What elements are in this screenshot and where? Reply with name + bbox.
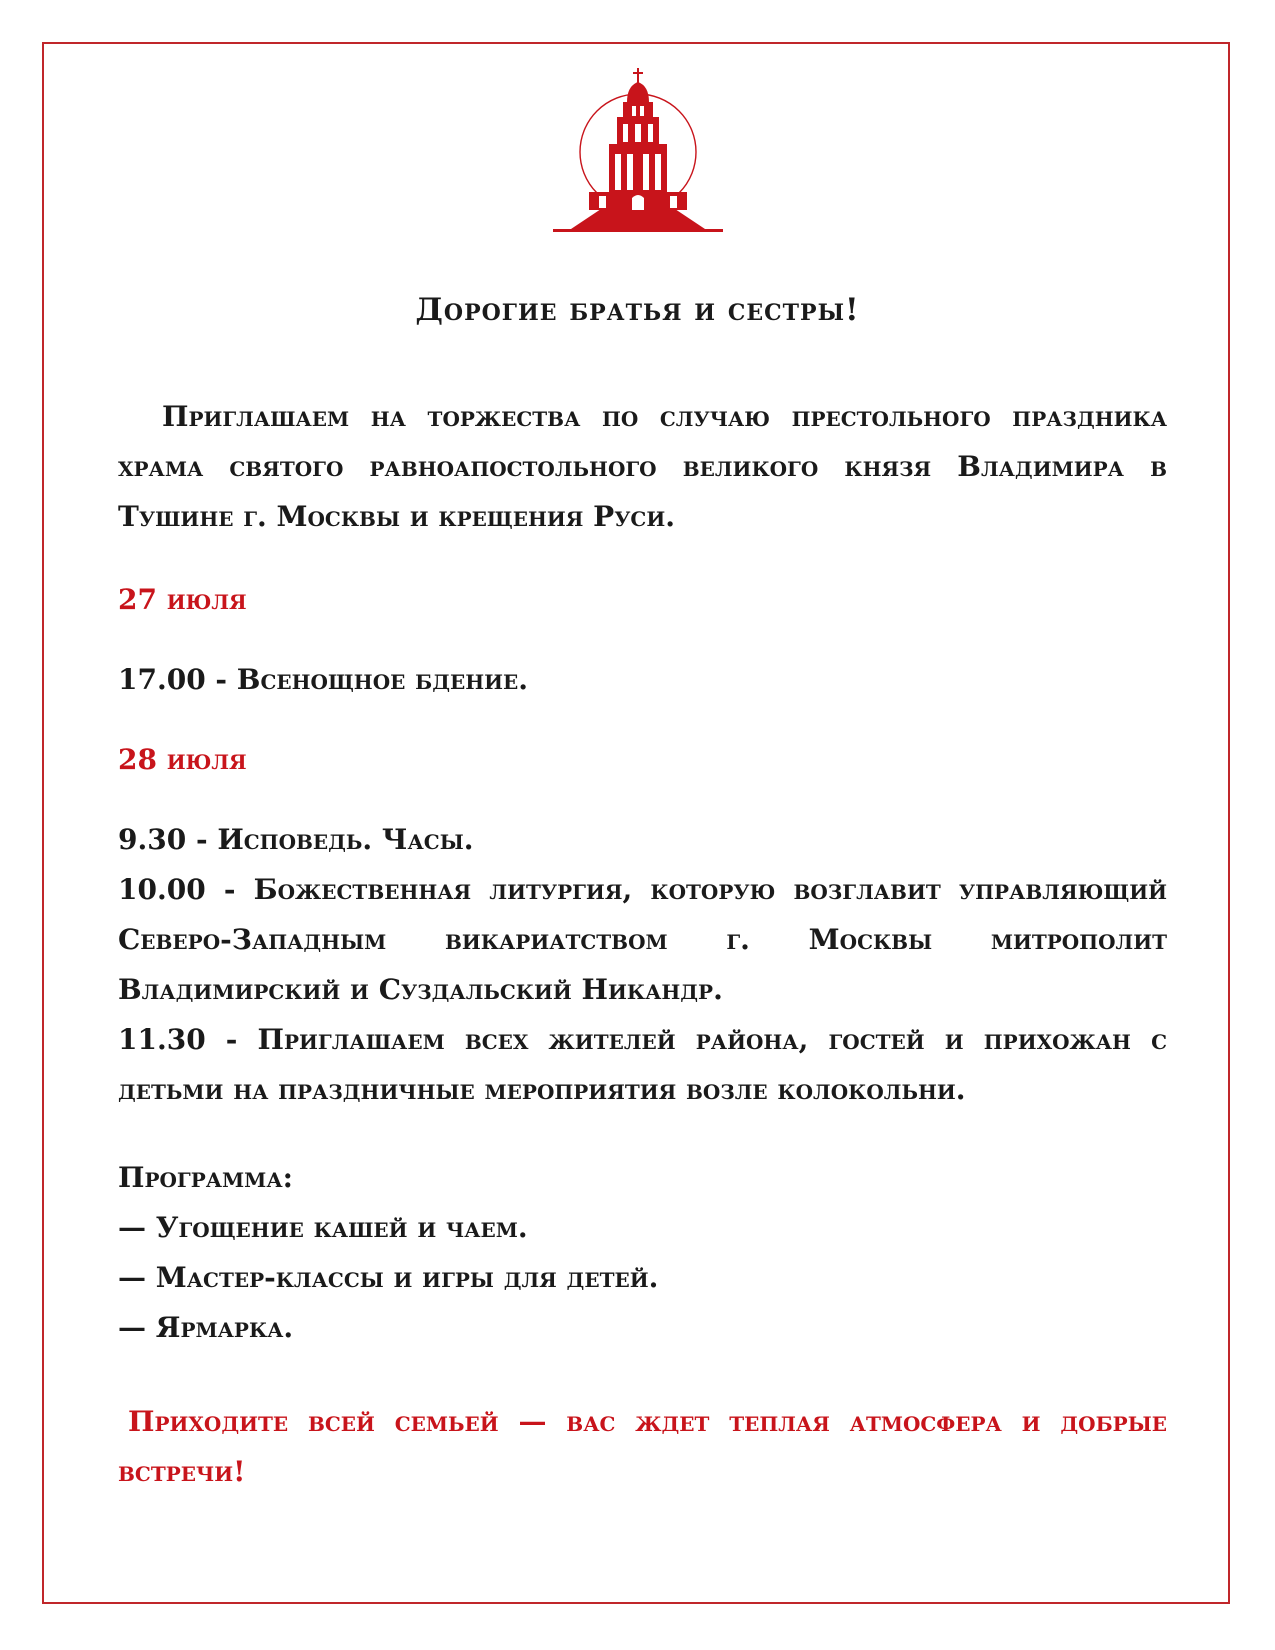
intro-paragraph: Приглашаем на торжества по случаю престольного праздника храма святого равноапостольного великого князя Владимира в Тушине г. Москвы и крещения Руси. [118, 400, 1167, 533]
page-title: Дорогие братья и сестры! [415, 292, 860, 328]
event-item: 9.30 - Исповедь. Часы. [118, 823, 474, 856]
program-item: — Ярмарка. [118, 1311, 294, 1344]
date-heading: 28 июля [118, 743, 247, 776]
program-item: — Мастер-классы и игры для детей. [118, 1261, 659, 1294]
program-item: — Угощение кашей и чаем. [118, 1211, 528, 1244]
closing-invitation: Приходите всей семьей — вас ждет теплая атмосфера и добрые встречи! [118, 1405, 1167, 1488]
church-bell-tower-icon [553, 62, 723, 252]
program-heading: Программа: [118, 1161, 293, 1194]
event-item: 10.00 - Божественная литургия, которую возглавит управляющий Северо-Западным викариатством г. Москвы митрополит Владимирский и Суздальский Никандр. [118, 873, 1167, 1006]
event-item: 17.00 - Всенощное бдение. [118, 663, 529, 696]
date-heading: 27 июля [118, 583, 247, 616]
announcement-body [118, 392, 1167, 1497]
event-item: 11.30 - Приглашаем всех жителей района, гостей и прихожан с детьми на праздничные мероприятия возле колокольни. [118, 1023, 1167, 1106]
